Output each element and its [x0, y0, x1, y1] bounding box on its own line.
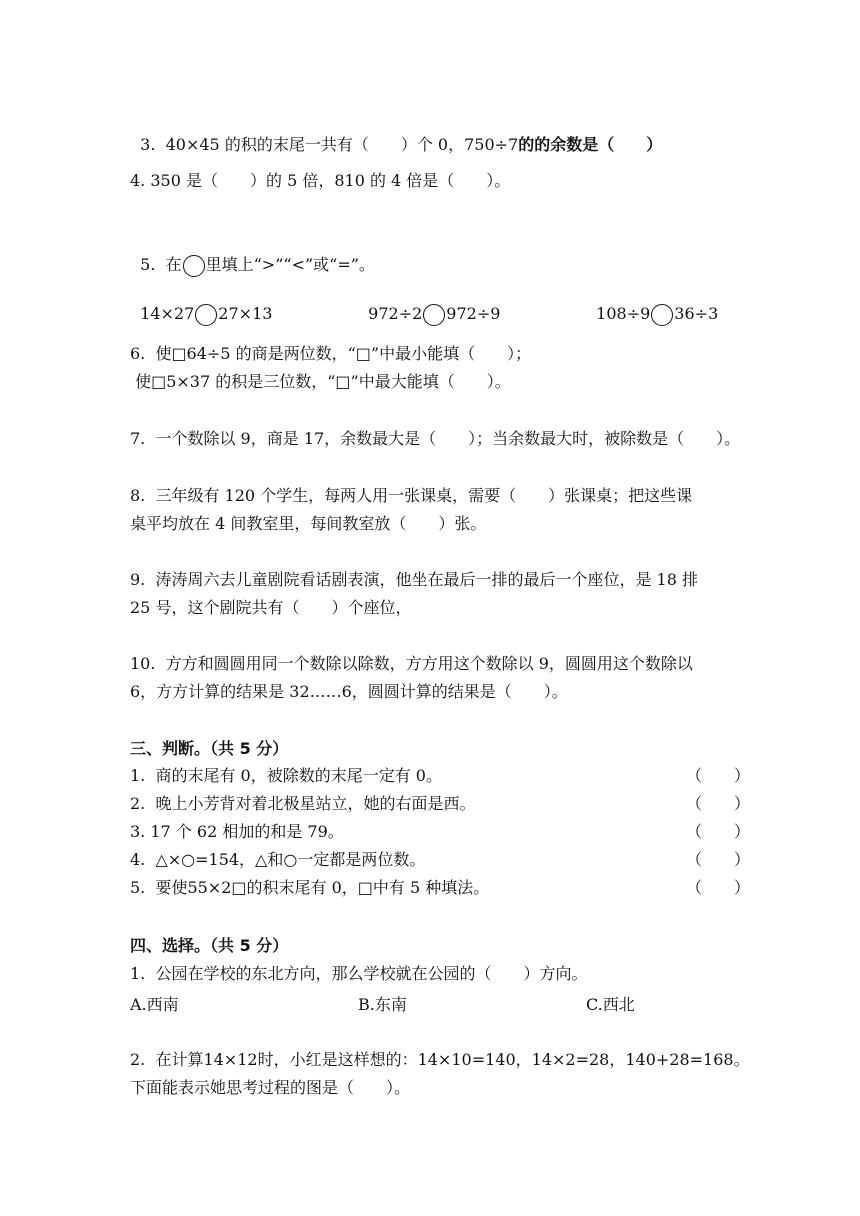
- question-8-line-2: 桌平均放在 4 间教室里，每间教室放（ ）张。: [130, 514, 487, 533]
- choice-question-1: 1. 公园在学校的东北方向，那么学校就在公园的（ ）方向。: [130, 964, 588, 983]
- question-10-line-2: 6，方方计算的结果是 32……6，圆圆计算的结果是（ ）。: [130, 682, 568, 701]
- circle-icon: [183, 255, 205, 277]
- judge-item-2: 2. 晚上小芳背对着北极星站立，她的右面是西。: [130, 794, 476, 813]
- question-6-line-2: 使□5×37 的积是三位数，“□”中最大能填（ ）。: [130, 372, 511, 391]
- question-3: [130, 112, 662, 156]
- compare-left: 108÷9: [596, 304, 651, 323]
- question-5-prompt: [130, 232, 375, 277]
- judge-item-1: 1. 商的末尾有 0，被除数的末尾一定有 0。: [130, 766, 442, 785]
- compare-left: 14×27: [140, 304, 195, 323]
- compare-left: 972÷2: [368, 304, 423, 323]
- choice-question-2-line-2: 下面能表示她思考过程的图是（ ）。: [130, 1078, 411, 1097]
- question-8-line-1: 8. 三年级有 120 个学生，每两人用一张课桌，需要（ ）张课桌；把这些课: [130, 486, 693, 505]
- section-4-title: 四、选择。（共 5 分）: [130, 936, 289, 955]
- question-9-line-1: 9. 涛涛周六去儿童剧院看话剧表演，他坐在最后一排的最后一个座位，是 18 排: [130, 570, 698, 589]
- question-5-prompt-end: 里填上“>”“<”或“=”。: [205, 255, 375, 274]
- question-3-remainder-text: 的的余数是（ ）: [518, 135, 663, 154]
- question-5-prompt-start: 5. 在: [140, 255, 182, 274]
- compare-right: 972÷9: [446, 304, 501, 323]
- option-a[interactable]: A.西南: [130, 995, 179, 1014]
- judge-answer-blank[interactable]: （ ）: [686, 850, 751, 869]
- question-10-line-1: 10. 方方和圆圆用同一个数除以除数，方方用这个数除以 9，圆圆用这个数除以: [130, 654, 693, 673]
- compare-circle-blank[interactable]: [195, 304, 217, 326]
- compare-item-3: [586, 278, 718, 326]
- question-3-text: 3. 40×45 的积的末尾一共有（ ）个 0，750÷7: [140, 135, 519, 154]
- compare-circle-blank[interactable]: [423, 304, 445, 326]
- judge-answer-blank[interactable]: （ ）: [686, 766, 751, 785]
- judge-answer-blank[interactable]: （ ）: [686, 794, 751, 813]
- option-b[interactable]: B.东南: [358, 995, 407, 1014]
- compare-right: 36÷3: [674, 304, 719, 323]
- option-c[interactable]: C.西北: [586, 995, 635, 1014]
- judge-item-3: 3. 17 个 62 相加的和是 79。: [130, 822, 344, 841]
- compare-item-2: [358, 278, 500, 326]
- compare-right: 27×13: [218, 304, 273, 323]
- judge-answer-blank[interactable]: （ ）: [686, 878, 751, 897]
- judge-item-5: 5. 要使55×2□的积末尾有 0，□中有 5 种填法。: [130, 878, 490, 897]
- question-9-line-2: 25 号，这个剧院共有（ ）个座位，: [130, 598, 412, 617]
- choice-question-2-line-1: 2. 在计算14×12时，小红是这样想的：14×10=140，14×2=28，140+28=168。: [130, 1050, 750, 1069]
- compare-item-1: [130, 278, 272, 326]
- question-6-line-1: 6. 使□64÷5 的商是两位数，“□”中最小能填（ ）；: [130, 344, 532, 363]
- question-7: 7. 一个数除以 9，商是 17，余数最大是（ ）；当余数最大时，被除数是（ ）。: [130, 429, 741, 448]
- question-4: 4. 350 是（ ）的 5 倍，810 的 4 倍是（ ）。: [130, 171, 511, 190]
- judge-item-4: 4. △×○=154，△和○一定都是两位数。: [130, 850, 426, 869]
- compare-circle-blank[interactable]: [651, 304, 673, 326]
- judge-answer-blank[interactable]: （ ）: [686, 822, 751, 841]
- section-3-title: 三、判断。（共 5 分）: [130, 739, 289, 758]
